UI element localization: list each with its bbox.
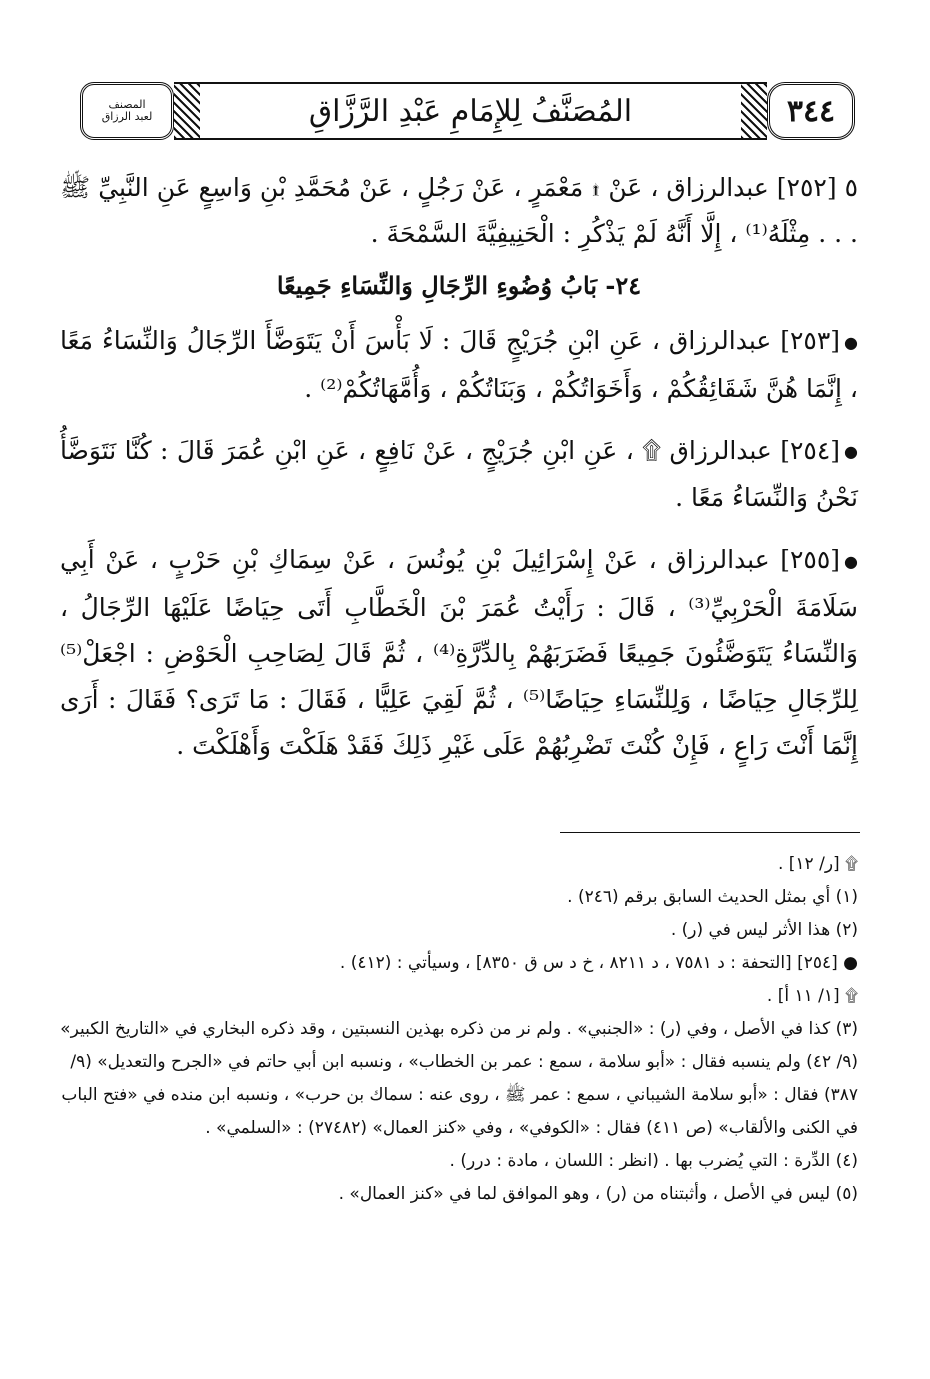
bullet-icon: ● <box>844 332 858 352</box>
footnote-1: (١) أي بمثل الحديث السابق برقم (٢٤٦) . <box>567 887 858 907</box>
page-number: ٣٤٤ <box>767 82 855 140</box>
bullet-icon: ● <box>844 551 858 571</box>
footnote-divider <box>560 832 860 833</box>
chapter-heading: ٢٤- بَابُ وُضُوءِ الرِّجَالِ وَالنِّسَاءِ جَمِيعًا <box>276 271 642 300</box>
header-ornament-right <box>741 82 767 140</box>
bullet-icon: ● <box>844 442 858 461</box>
logo-seal <box>80 82 174 140</box>
main-text <box>60 165 858 785</box>
hadith-253-text: [٢٥٣] عبدالرزاق ، عَنِ ابْنِ جُرَيْجٍ قَالَ : لَا بَأْسَ أَنْ يَتَوَضَّأَ الرِّجَالُ وَالنِّسَاءُ مَعًا ، إِنَّمَا هُنَّ شَقَائِقُكُمْ ، وَأَخَوَاتُكُمْ ، وَبَنَاتُكُمْ ، وَأُمَّهَاتُكُمْ⁽²⁾ . <box>60 326 858 403</box>
footnote-tuhfa-254: ● [٢٥٤] [التحفة : د ٧٥٨١ ، د ٨٢١١ ، خ د س ق ٨٣٥٠] ، وسيأتي : (٤١٢) . <box>339 953 858 973</box>
hadith-255-text: [٢٥٥] عبدالرزاق ، عَنْ إِسْرَائِيلَ بْنِ يُونُسَ ، عَنْ سِمَاكِ بْنِ حَرْبٍ ، عَنْ أَبِي سَلَامَةَ الْحَرْبِيِّ⁽³⁾ ، قَالَ : رَأَيْتُ عُمَرَ بْنَ الْخَطَّابِ أَتَى حِيَاضًا عَلَيْهَا الرِّجَالُ ، وَالنِّسَاءُ يَتَوَضَّئُونَ جَمِيعًا فَضَرَبَهُمْ بِالدِّرَّةِ⁽⁴⁾ ، ثُمَّ قَالَ لِصَاحِبِ الْحَوْضِ : اجْعَلْ⁽⁵⁾ لِلرِّجَالِ حِيَاضًا ، وَلِلنِّسَاءِ حِيَاضًا⁽⁵⁾ ، ثُمَّ لَقِيَ عَلِيًّا ، فَقَالَ : مَا تَرَى؟ فَقَالَ : أَرَى إِنَّمَا أَنْتَ رَاعٍ ، فَإِنْ كُنْتَ تَضْرِبُهُمْ عَلَى غَيْرِ ذَلِكَ فَقَدْ هَلَكْتَ وَأَهْلَكْتَ . <box>60 545 858 760</box>
hadith-252: ٥ [٢٥٢] عبدالرزاق ، عَنْ ۩ مَعْمَرٍ ، عَنْ رَجُلٍ ، عَنْ مُحَمَّدِ بْنِ وَاسِعٍ عَنِ النَّبِيِّ ﷺ . . . مِثْلَهُ⁽¹⁾ ، إِلَّا أَنَّهُ لَمْ يَذْكُرِ : الْحَنِيفِيَّةَ السَّمْحَةَ . <box>60 173 859 248</box>
footnote-manuscript-ref-2: ۩ [١/ ١١ أ] . <box>766 986 858 1006</box>
hadith-254-text: [٢٥٤] عبدالرزاق ۩ ، عَنِ ابْنِ جُرَيْجٍ ، عَنْ نَافِعٍ ، عَنِ ابْنِ عُمَرَ قَالَ : كُنَّا نَتَوَضَّأُ نَحْنُ وَالنِّسَاءُ مَعًا . <box>60 435 858 512</box>
header-ornament-left <box>174 82 200 140</box>
hadith-253 <box>60 318 858 412</box>
footnotes <box>60 848 858 1211</box>
footnote-manuscript-ref-1: ۩ [ر/ ١٢] . <box>777 854 858 874</box>
footnote-2: (٢) هذا الأثر ليس في (ر) . <box>670 920 858 940</box>
book-title: المُصَنَّفُ لِلإِمَامِ عَبْدِ الرَّزَّاقِ <box>200 82 741 140</box>
footnote-3: (٣) كذا في الأصل ، وفي (ر) : «الجنبي» . ولم نر من ذكره بهذين النسبتين ، وقد ذكره البخاري في «التاريخ الكبير» (٩/ ٤٢) ولم ينسبه فقال : «أبو سلامة ، سمع : عمر بن الخطاب» ، ونسبه ابن أبي حاتم في «الجرح والتعديل» (٩/ ٣٨٧) فقال : «أبو سلامة الشيباني ، سمع : عمر ﷺ ، روى عنه : سماك بن حرب» ، ونسبه ابن منده في «فتح الباب في الكنى والألقاب» (ص ٤١١) فقال : «الكوفي» ، وفي «كنز العمال» (٢٧٤٨٢) : «السلمي» . <box>60 1019 858 1138</box>
hadith-254 <box>60 428 858 522</box>
footnote-4: (٤) الدِّرة : التي يُضرب بها . (انظر : اللسان ، مادة : درر) . <box>449 1151 858 1171</box>
logo-seal-line2: لعبد الرزاق <box>101 110 153 123</box>
footnote-5: (٥) ليس في الأصل ، وأثبتناه من (ر) ، وهو الموافق لما في «كنز العمال» . <box>338 1184 858 1204</box>
hadith-255 <box>60 537 858 769</box>
page-header <box>80 82 855 140</box>
logo-seal-line1: المصنف <box>108 98 146 111</box>
